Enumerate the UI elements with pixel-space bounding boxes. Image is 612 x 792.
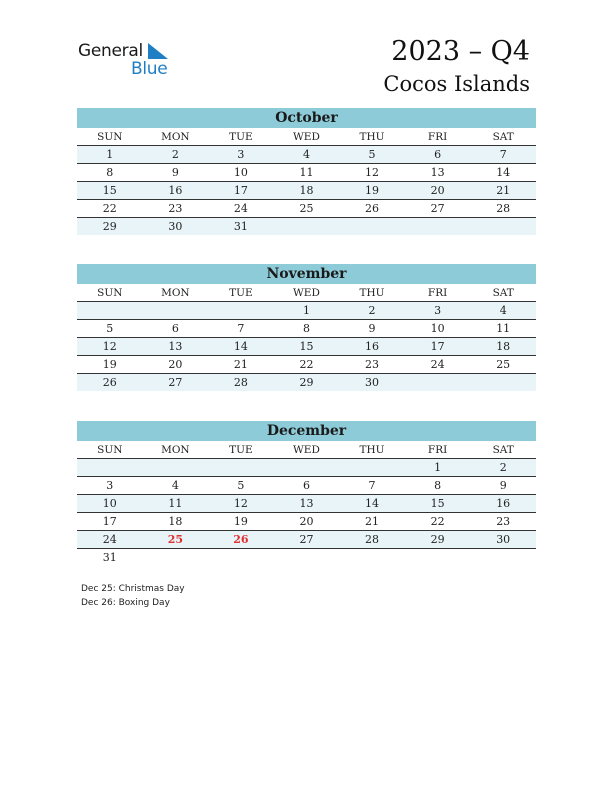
day-cell: 10 <box>208 164 274 182</box>
day-cell: 9 <box>470 477 536 495</box>
day-cell: 27 <box>143 374 209 392</box>
month-october <box>77 108 536 235</box>
day-cell: 7 <box>208 320 274 338</box>
empty-day-cell <box>208 459 274 477</box>
day-cell: 17 <box>405 338 471 356</box>
day-cell: 19 <box>77 356 143 374</box>
logo <box>78 41 178 81</box>
day-cell: 4 <box>274 146 340 164</box>
weekday-label: SAT <box>470 128 536 146</box>
day-cell: 6 <box>143 320 209 338</box>
day-cell: 29 <box>274 374 340 392</box>
day-cell: 5 <box>339 146 405 164</box>
day-cell: 23 <box>143 200 209 218</box>
day-cell: 21 <box>339 513 405 531</box>
day-cell: 16 <box>143 182 209 200</box>
day-cell: 30 <box>143 218 209 236</box>
week-row <box>77 320 536 338</box>
day-cell: 27 <box>405 200 471 218</box>
week-row <box>77 200 536 218</box>
empty-day-cell <box>274 459 340 477</box>
empty-day-cell <box>143 302 209 320</box>
day-cell: 24 <box>208 200 274 218</box>
day-cell: 11 <box>143 495 209 513</box>
month-header: November <box>77 264 536 284</box>
weekday-label: TUE <box>208 128 274 146</box>
week-row <box>77 164 536 182</box>
day-cell: 19 <box>208 513 274 531</box>
day-cell: 10 <box>77 495 143 513</box>
logo-triangle-icon <box>148 43 168 59</box>
day-cell: 15 <box>77 182 143 200</box>
day-cell: 9 <box>339 320 405 338</box>
week-row <box>77 531 536 549</box>
weekday-label: WED <box>274 128 340 146</box>
empty-day-cell <box>470 549 536 567</box>
day-cell: 1 <box>274 302 340 320</box>
day-cell: 24 <box>405 356 471 374</box>
week-row <box>77 477 536 495</box>
calendar-grid <box>77 128 536 235</box>
week-row <box>77 459 536 477</box>
day-cell: 2 <box>339 302 405 320</box>
week-row <box>77 302 536 320</box>
week-row <box>77 513 536 531</box>
day-cell: 3 <box>208 146 274 164</box>
weekday-label: SAT <box>470 441 536 459</box>
day-cell: 8 <box>405 477 471 495</box>
day-cell: 18 <box>274 182 340 200</box>
holiday-notes <box>81 582 185 610</box>
holiday-note: Dec 25: Christmas Day <box>81 584 185 594</box>
page-subtitle: Cocos Islands <box>383 72 530 96</box>
day-cell: 26 <box>339 200 405 218</box>
day-cell: 28 <box>470 200 536 218</box>
weekday-label: FRI <box>405 284 471 302</box>
weekday-label: WED <box>274 441 340 459</box>
weekday-label: FRI <box>405 441 471 459</box>
weekday-label: THU <box>339 128 405 146</box>
day-cell: 30 <box>470 531 536 549</box>
day-cell: 16 <box>470 495 536 513</box>
day-cell: 7 <box>470 146 536 164</box>
day-cell: 12 <box>339 164 405 182</box>
empty-day-cell <box>208 549 274 567</box>
day-cell: 1 <box>77 146 143 164</box>
day-cell: 31 <box>102 551 117 564</box>
empty-day-cell <box>77 302 143 320</box>
weekday-label: SUN <box>77 284 143 302</box>
day-cell: 28 <box>208 374 274 392</box>
empty-day-cell <box>339 549 405 567</box>
holiday-note: Dec 26: Boxing Day <box>81 598 170 608</box>
day-cell: 11 <box>274 164 340 182</box>
day-cell: 1 <box>405 459 471 477</box>
weekday-label: MON <box>143 128 209 146</box>
day-cell: 3 <box>405 302 471 320</box>
week-row <box>77 182 536 200</box>
day-cell: 4 <box>470 302 536 320</box>
day-cell: 2 <box>143 146 209 164</box>
day-cell: 21 <box>470 182 536 200</box>
day-cell: 23 <box>470 513 536 531</box>
empty-day-cell <box>143 549 209 567</box>
day-cell: 8 <box>274 320 340 338</box>
empty-day-cell <box>405 549 471 567</box>
weekday-label: SUN <box>77 441 143 459</box>
day-cell: 23 <box>339 356 405 374</box>
empty-day-cell <box>339 218 405 236</box>
day-cell: 24 <box>77 531 143 549</box>
day-cell: 14 <box>208 338 274 356</box>
weekday-label: WED <box>274 284 340 302</box>
day-cell: 17 <box>77 513 143 531</box>
day-cell: 26 <box>77 374 143 392</box>
day-cell: 13 <box>143 338 209 356</box>
weekday-label: SAT <box>470 284 536 302</box>
weekday-label: MON <box>143 284 209 302</box>
day-cell: 3 <box>77 477 143 495</box>
day-cell: 20 <box>143 356 209 374</box>
day-cell: 29 <box>77 218 143 236</box>
day-cell: 15 <box>405 495 471 513</box>
empty-day-cell <box>405 374 471 392</box>
day-cell: 12 <box>77 338 143 356</box>
day-cell: 20 <box>274 513 340 531</box>
day-cell: 4 <box>143 477 209 495</box>
month-header: December <box>77 421 536 441</box>
day-cell: 2 <box>470 459 536 477</box>
day-cell: 25 <box>470 356 536 374</box>
day-cell: 31 <box>208 218 274 236</box>
weekday-label: FRI <box>405 128 471 146</box>
calendar-grid <box>77 441 536 566</box>
empty-day-cell <box>77 459 143 477</box>
day-cell: 5 <box>77 320 143 338</box>
empty-day-cell <box>208 302 274 320</box>
day-cell: 12 <box>208 495 274 513</box>
day-cell: 28 <box>339 531 405 549</box>
day-cell: 25 <box>143 531 209 549</box>
day-cell: 18 <box>470 338 536 356</box>
page-title: 2023 – Q4 <box>391 36 530 67</box>
day-cell: 5 <box>208 477 274 495</box>
week-row <box>77 374 536 392</box>
empty-day-cell <box>274 549 340 567</box>
day-cell: 22 <box>77 200 143 218</box>
day-cell: 9 <box>143 164 209 182</box>
calendar-grid <box>77 284 536 391</box>
day-cell: 27 <box>274 531 340 549</box>
weekday-label: THU <box>339 284 405 302</box>
month-header: October <box>77 108 536 128</box>
day-cell: 25 <box>274 200 340 218</box>
day-cell: 14 <box>470 164 536 182</box>
day-cell: 19 <box>339 182 405 200</box>
month-december <box>77 421 536 566</box>
day-cell: 20 <box>405 182 471 200</box>
day-cell: 13 <box>405 164 471 182</box>
weekday-label: MON <box>143 441 209 459</box>
day-cell: 13 <box>274 495 340 513</box>
empty-day-cell <box>470 218 536 236</box>
day-cell: 11 <box>470 320 536 338</box>
weekday-label: TUE <box>208 284 274 302</box>
week-row <box>77 338 536 356</box>
empty-day-cell <box>143 459 209 477</box>
day-cell: 15 <box>274 338 340 356</box>
day-cell: 14 <box>339 495 405 513</box>
logo-blue-text: Blue <box>131 59 168 79</box>
day-cell: 21 <box>208 356 274 374</box>
day-cell: 22 <box>405 513 471 531</box>
day-cell: 6 <box>274 477 340 495</box>
day-cell: 10 <box>405 320 471 338</box>
day-cell: 18 <box>143 513 209 531</box>
day-cell: 16 <box>339 338 405 356</box>
week-row <box>77 356 536 374</box>
empty-day-cell <box>274 218 340 236</box>
week-row <box>77 549 536 567</box>
weekday-label: TUE <box>208 441 274 459</box>
week-row <box>77 146 536 164</box>
week-row <box>77 495 536 513</box>
logo-general-text: General <box>78 41 143 61</box>
month-november <box>77 264 536 391</box>
day-cell: 29 <box>405 531 471 549</box>
day-cell: 22 <box>274 356 340 374</box>
day-cell: 17 <box>208 182 274 200</box>
empty-day-cell <box>339 459 405 477</box>
empty-day-cell <box>405 218 471 236</box>
day-cell: 7 <box>339 477 405 495</box>
day-cell: 8 <box>77 164 143 182</box>
weekday-label: THU <box>339 441 405 459</box>
day-cell: 26 <box>208 531 274 549</box>
day-cell: 6 <box>405 146 471 164</box>
week-row <box>77 218 536 236</box>
weekday-label: SUN <box>77 128 143 146</box>
day-cell: 30 <box>339 374 405 392</box>
empty-day-cell <box>470 374 536 392</box>
